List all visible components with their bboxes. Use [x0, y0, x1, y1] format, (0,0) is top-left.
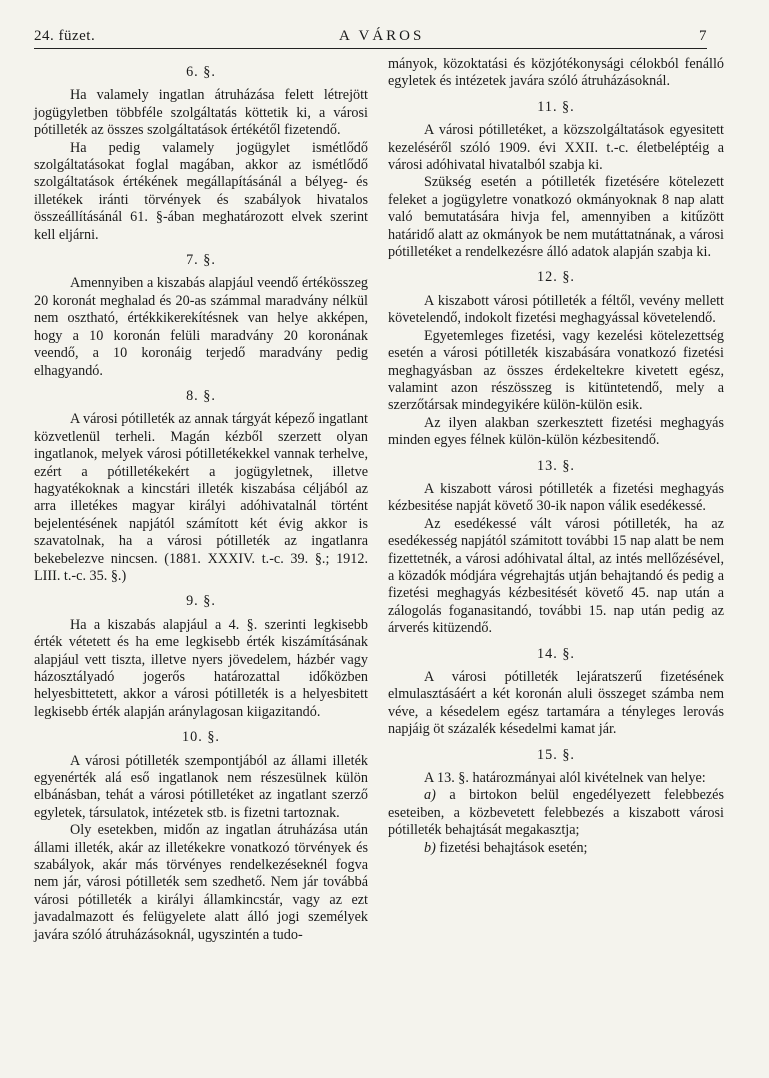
header-rule: [34, 48, 707, 49]
paragraph: A városi pótilleték lejáratszerű fizetésének elmulasztásáért a két koronán aluli összeget számba nem véve, a késedelem egész tartamára a tényleges lerovás napjáig öt százalék késedelmi kamat jár.: [388, 669, 724, 738]
item-letter: a): [424, 787, 436, 804]
section-heading: 14. §.: [537, 645, 575, 662]
section-heading: 11. §.: [537, 98, 575, 115]
journal-title: A VÁROS: [339, 28, 425, 44]
section-heading: 7. §.: [186, 252, 216, 269]
section-heading: 10. §.: [182, 729, 220, 746]
paragraph: Az ilyen alakban szerkesztett fizetési meghagyás minden egyes félnek külön-külön kézbesitendő.: [388, 414, 724, 449]
page-header: [34, 28, 707, 48]
issue-label: 24. füzet.: [34, 28, 96, 44]
left-column: [34, 56, 368, 944]
right-column: [388, 56, 724, 857]
list-item: [388, 840, 724, 857]
paragraph: A 13. §. határozmányai alól kivételnek van helye:: [424, 770, 706, 787]
item-text: a birtokon belül engedélyezett felebbezés eseteiben, a közbevetett felebbezés a kiszabott városi pótilleték behajtását megakasztja;: [388, 787, 724, 839]
section-heading: 15. §.: [537, 746, 575, 763]
paragraph: Ha valamely ingatlan átruházása felett létrejött jogügyletben többféle szolgáltatás köttetik ki, a városi pótilleték az összes szolgáltatások értékétől fizetendő.: [34, 87, 368, 139]
paragraph: A kiszabott városi pótilleték a féltől, vevény mellett követelendő, indokolt fizetési meghagyással követelendő.: [388, 292, 724, 327]
section-heading: 13. §.: [537, 457, 575, 474]
paragraph-continued: mányok, közoktatási és közjótékonysági célokból fenálló egyletek és intézetek javára szóló átruházásoknál.: [388, 56, 724, 90]
paragraph: Ha a kiszabás alapjául a 4. §. szerinti legkisebb érték vétetett és ha eme legkisebb érték kiszámításának alapjául vett tiszta, illetve nyers jövedelem, házbér vagy házosztályadó jogerős határozattal időközben helyesbittetett, akkor a városi pótilleték is a helyesbitett legkisebb érték alapján aránylagosan kiigazitandó.: [34, 616, 368, 720]
item-text: fizetési behajtások esetén;: [439, 839, 588, 856]
section-heading: 9. §.: [186, 593, 216, 610]
paragraph: Ha pedig valamely jogügylet ismétlődő szolgáltatásokat foglal magában, akkor az ismétlődő szolgáltatások értékének megállapításánál a bélyeg- és illetékek iránti törvények és szabályok hivatalos összeállításánál 61. §-ában meghatározott elvek szerint kell eljárni.: [34, 139, 368, 243]
section-heading: 6. §.: [186, 64, 216, 80]
paragraph: Egyetemleges fizetési, vagy kezelési kötelezettség esetén a városi pótilleték kiszabására vonatkozó fizetési meghagyásban az összes érdekeltekre kivetett egész, valamint azon részösszeg is kitüntetendő, mely a szerzőtársak mindegyikére külön-külön esik.: [388, 327, 724, 414]
paragraph: Oly esetekben, midőn az ingatlan átruházása után állami illeték, akár az illetékekre vonatkozó törvények és szabályok, akár más törvényes rendelkezéseknél fogva nem jár, városi pótilleték sem szedhető. Nem jár továbbá városi pótilleték a királyi államkincstár, vagy az ezt javadalmazott és felügyelete alatt álló jogi személyek javára szóló átruházásoknál, ugyszintén a tudo-: [34, 822, 368, 943]
paragraph: A városi pótilleték az annak tárgyát képező ingatlant közvetlenül terheli. Magán kézből szerzett olyan ingatlanok, melyek városi pótilletékekkel vannak terhelve, ezért a pótilletékekért a jogügyletnek, illetve hagyatékoknak a kincstári illeték kiszabása céljából az arra illetékes magyar királyi adóhivatalnál történt bejelentésének napjától számított két évig akkor is szavatolnak, ha a városi pótilleték az ingatlanra bekebelezve nincsen. (1881. XXXIV. t.-c. 39. §.; 1912. LIII. t.-c. 35. §.): [34, 411, 368, 584]
paragraph: A városi pótilletéket, a közszolgáltatások egyesitett kezeléséről szóló 1909. évi XXII. t.-c. életbeléptéig a városi adóhivatal hivatalból szabja ki.: [388, 122, 724, 174]
paragraph: Szükség esetén a pótilleték fizetésére kötelezett feleket a jogügyletre vonatkozó okmányoknak 8 nap alatt való bemutatására hivja fel, amennyiben a kitűzött határidő alatt az okmányok be nem mutáttatnának, a városi pótilletéket a rendelkezésre álló adatok alapján szabja ki.: [388, 174, 724, 261]
paragraph: A városi pótilleték szempontjából az állami illeték egyenérték alá eső ingatlanok nem részesülnek külön elbánásban, tehát a városi pótilletéket az ingatlant szerző egyletek, társulatok, intézetek stb. is fizetni tartoznak.: [34, 752, 368, 821]
page-number: 7: [699, 28, 707, 44]
paragraph: A kiszabott városi pótilleték a fizetési meghagyás kézbesitése napját követő 30-ik napon válik esedékessé.: [388, 480, 724, 515]
paragraph: Amennyiben a kiszabás alapjául veendő értékösszeg 20 koronát meghalad és 20-as számmal maradvány nélkül nem osztható, értékkikerekítésnek van helye akképen, hogy a 10 koronán felüli maradvány 20 koronának veendő, a 10 koronáig terjedő maradvány pedig elhagyandó.: [34, 275, 368, 379]
paragraph: Az esedékessé vált városi pótilleték, ha az esedékesség napjától számitott további 15 nap alatt be nem fizettetnék, a városi adóhivatal által, az intés mellőzésével, a közadók módjára végrehajtás utján behajtandó és pedig a fizetési meghagyás kézbesitését követő 45. nap után a zálogolás foganasitandó, további 15. nap után pedig az árverés kitüzendő.: [388, 515, 724, 637]
section-heading: 12. §.: [537, 269, 575, 286]
item-letter: b): [424, 839, 436, 856]
list-item: [388, 787, 724, 839]
section-heading: 8. §.: [186, 387, 216, 404]
